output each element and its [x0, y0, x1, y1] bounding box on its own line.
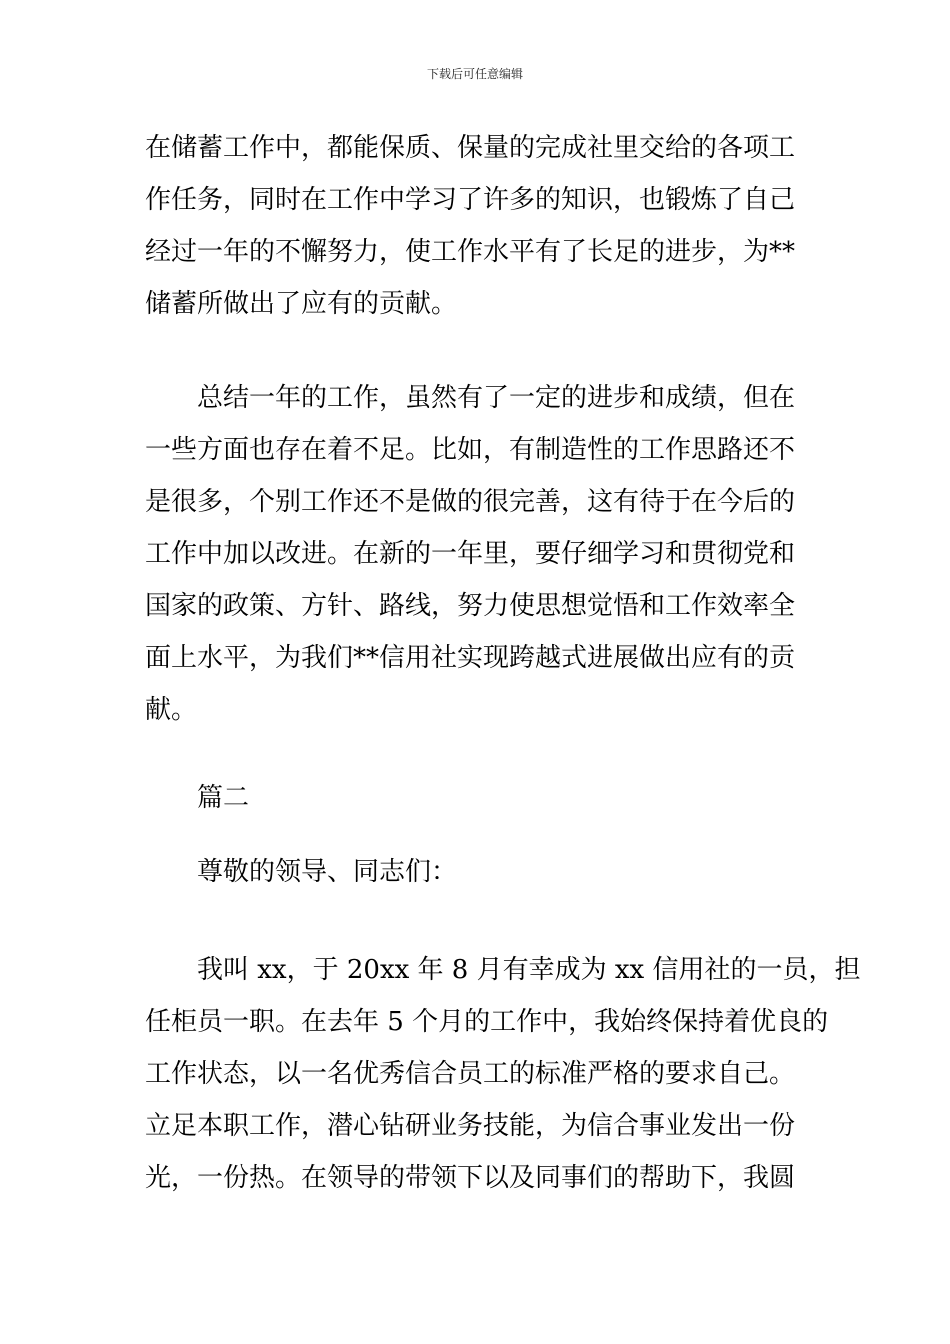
- section-title: 篇二: [197, 783, 250, 813]
- section-heading: [145, 772, 810, 824]
- text-line: 立足本职工作，潜心钻研业务技能，为信合事业发出一份: [145, 1111, 796, 1141]
- text-line: 光，一份热。在领导的带领下以及同事们的帮助下，我圆: [145, 1163, 796, 1193]
- text-line: 经过一年的不懈努力，使工作水平有了长足的进步，为**: [145, 237, 796, 267]
- text-line: 总结一年的工作，虽然有了一定的进步和成绩，但在: [197, 383, 796, 413]
- text-line: 工作中加以改进。在新的一年里，要仔细学习和贯彻党和: [145, 539, 796, 569]
- text-line: 我叫 xx，于 20xx 年 8 月有幸成为 xx 信用社的一员，担: [197, 955, 861, 985]
- paragraph-3: [145, 944, 861, 1204]
- text-line: 储蓄所做出了应有的贡献。: [145, 289, 458, 319]
- paragraph-2: [145, 372, 810, 736]
- text-line: 工作状态，以一名优秀信合员工的标准严格的要求自己。: [145, 1059, 796, 1089]
- text-line: 面上水平，为我们**信用社实现跨越式进展做出应有的贡: [145, 643, 796, 673]
- text-line: 在储蓄工作中，都能保质、保量的完成社里交给的各项工: [145, 133, 796, 163]
- paragraph-1: [145, 122, 810, 330]
- salutation: [145, 846, 810, 898]
- text-line: 国家的政策、方针、路线，努力使思想觉悟和工作效率全: [145, 591, 796, 621]
- page-header: 下载后可任意编辑: [426, 67, 523, 81]
- text-line: 尊敬的领导、同志们：: [197, 857, 458, 887]
- text-line: 一些方面也存在着不足。比如，有制造性的工作思路还不: [145, 435, 796, 465]
- text-line: 任柜员一职。在去年 5 个月的工作中，我始终保持着优良的: [145, 1007, 829, 1037]
- text-line: 作任务，同时在工作中学习了许多的知识，也锻炼了自己: [145, 185, 796, 215]
- text-line: 是很多，个别工作还不是做的很完善，这有待于在今后的: [145, 487, 796, 517]
- text-line: 献。: [145, 695, 198, 725]
